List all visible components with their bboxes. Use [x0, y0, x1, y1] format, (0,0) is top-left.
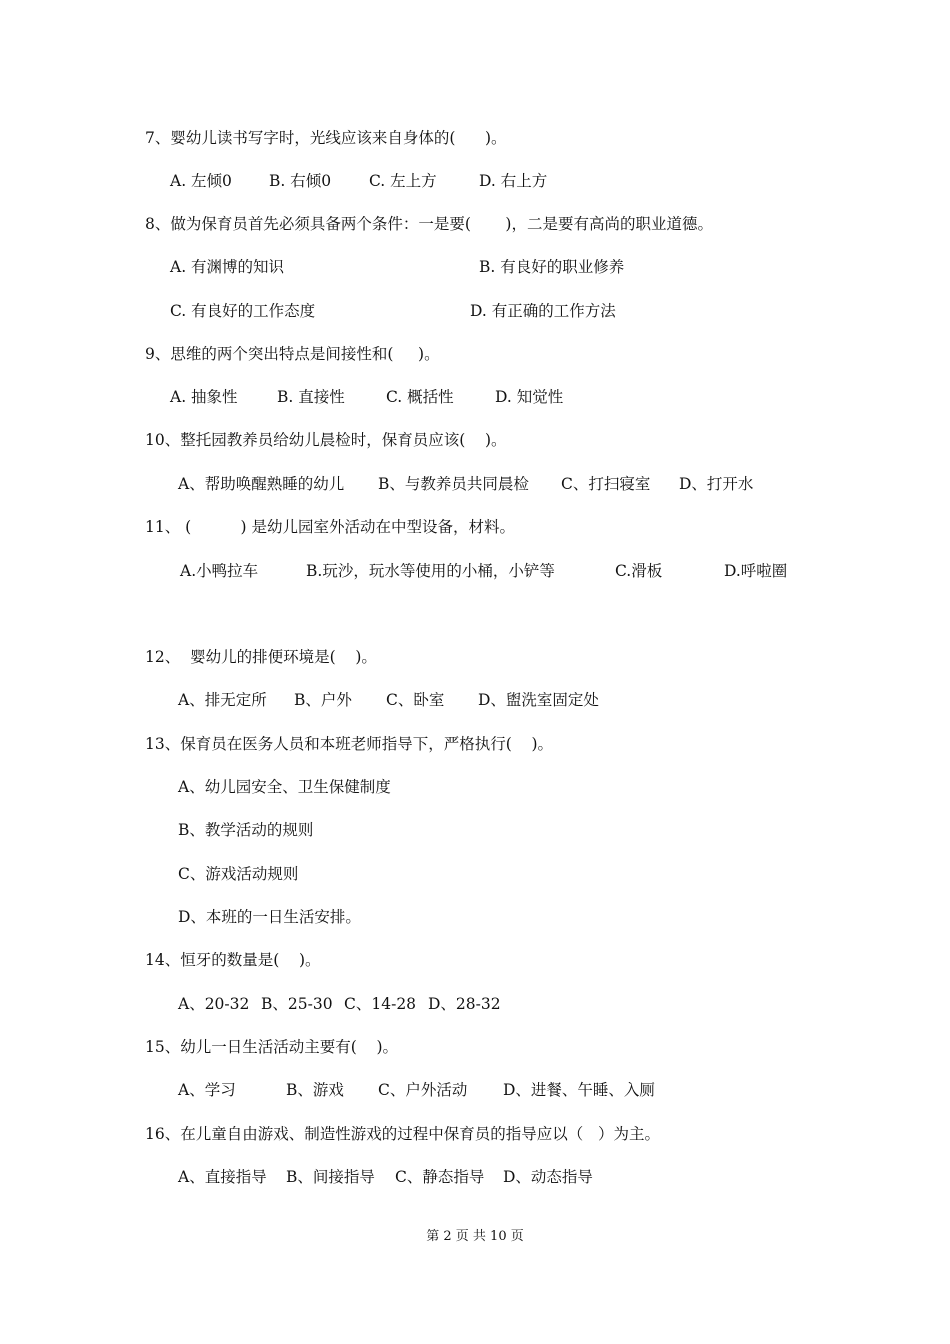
question-7-option-a: A. 左倾0: [170, 172, 232, 190]
question-13-option-b: B、教学活动的规则: [178, 821, 314, 839]
question-16-option-a: A、直接指导: [178, 1168, 267, 1186]
question-11-stem: 11、 ( ) 是幼儿园室外活动在中型设备，材料。: [145, 518, 515, 536]
question-13-option-c: C、游戏活动规则: [178, 865, 299, 883]
question-11-option-c: C.滑板: [615, 562, 663, 580]
question-13-option-a: A、幼儿园安全、卫生保健制度: [178, 778, 391, 796]
question-10-stem: 10、整托园教养员给幼儿晨检时，保育员应该( )。: [145, 431, 507, 449]
question-16-option-d: D、动态指导: [503, 1168, 593, 1186]
question-14-option-d: D、28-32: [428, 995, 501, 1013]
question-12-option-a: A、排无定所: [178, 691, 267, 709]
question-9-option-c: C. 概括性: [386, 388, 454, 406]
question-15-option-c: C、户外活动: [378, 1081, 468, 1099]
question-14-option-c: C、14-28: [344, 995, 417, 1013]
question-12-option-c: C、卧室: [386, 691, 445, 709]
page-number-footer: 第 2 页 共 10 页: [426, 1229, 524, 1244]
question-10-option-a: A、帮助唤醒熟睡的幼儿: [178, 475, 345, 493]
question-7-option-d: D. 右上方: [479, 172, 548, 190]
question-13-stem: 13、保育员在医务人员和本班老师指导下，严格执行( )。: [145, 735, 554, 753]
question-14-option-a: A、20-32: [178, 995, 250, 1013]
question-15-option-a: A、学习: [178, 1081, 236, 1099]
question-15-option-b: B、游戏: [286, 1081, 344, 1099]
question-16-option-b: B、间接指导: [286, 1168, 375, 1186]
question-7-stem: 7、婴幼儿读书写字时，光线应该来自身体的( )。: [145, 129, 507, 147]
question-9-option-d: D. 知觉性: [495, 388, 564, 406]
question-12-option-d: D、盥洗室固定处: [478, 691, 599, 709]
question-8-option-b: B. 有良好的职业修养: [479, 258, 625, 276]
question-11-option-b: B.玩沙，玩水等使用的小桶，小铲等: [306, 562, 555, 580]
question-10-option-c: C、打扫寝室: [561, 475, 651, 493]
question-10-option-b: B、与教养员共同晨检: [378, 475, 529, 493]
question-13-option-d: D、本班的一日生活安排。: [178, 908, 361, 926]
question-9-option-b: B. 直接性: [277, 388, 345, 406]
question-8-option-d: D. 有正确的工作方法: [470, 302, 616, 320]
question-15-stem: 15、幼儿一日生活活动主要有( )。: [145, 1038, 399, 1056]
question-8-option-a: A. 有渊博的知识: [170, 258, 285, 276]
question-12-stem: 12、 婴幼儿的排便环境是( )。: [145, 648, 377, 666]
question-7-option-b: B. 右倾0: [269, 172, 332, 190]
question-11-option-d: D.呼啦圈: [724, 562, 788, 580]
question-16-option-c: C、静态指导: [395, 1168, 485, 1186]
question-16-stem: 16、在儿童自由游戏、制造性游戏的过程中保育员的指导应以（ ）为主。: [145, 1125, 661, 1143]
question-7-option-c: C. 左上方: [369, 172, 437, 190]
question-14-option-b: B、25-30: [261, 995, 333, 1013]
question-15-option-d: D、进餐、午睡、入厕: [503, 1081, 655, 1099]
question-10-option-d: D、打开水: [679, 475, 754, 493]
question-8-option-c: C. 有良好的工作态度: [170, 302, 316, 320]
question-8-stem: 8、做为保育员首先必须具备两个条件：一是要( )，二是要有高尚的职业道德。: [145, 215, 713, 233]
question-11-option-a: A.小鸭拉车: [180, 562, 259, 580]
question-9-stem: 9、思维的两个突出特点是间接性和( )。: [145, 345, 440, 363]
question-14-stem: 14、恒牙的数量是( )。: [145, 951, 321, 969]
question-9-option-a: A. 抽象性: [170, 388, 238, 406]
question-12-option-b: B、户外: [294, 691, 352, 709]
